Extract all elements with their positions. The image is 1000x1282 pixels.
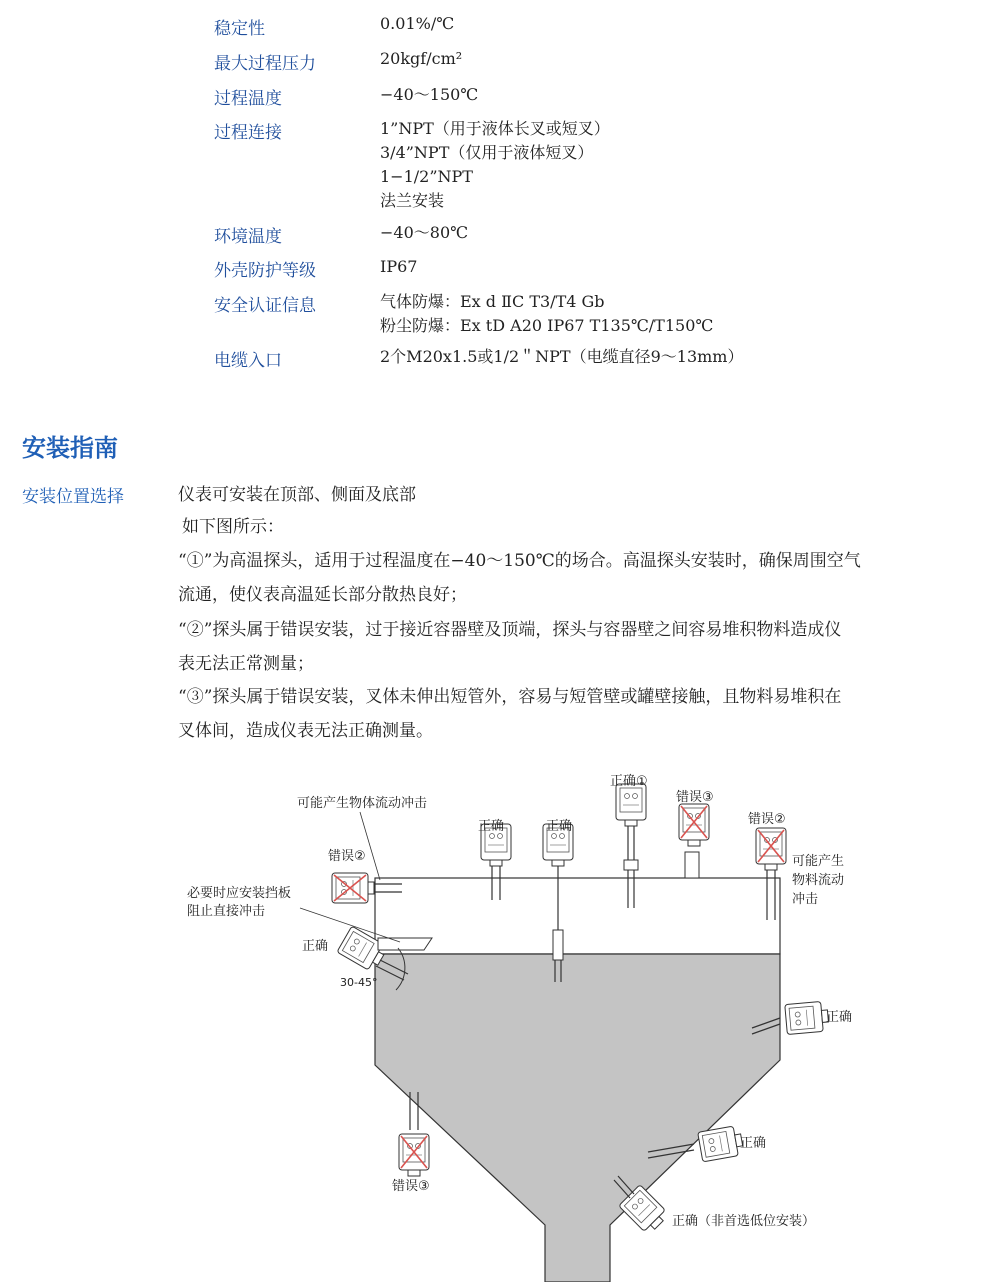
leader-impact (360, 812, 380, 880)
label-angle: 30-45° (340, 976, 378, 989)
body-line-6: 表无法正常测量； (178, 654, 314, 674)
spec-value-process-temp (380, 83, 478, 107)
label-correct-top1: 正确 (478, 819, 505, 834)
spec-label-certification: 安全认证信息 (214, 296, 316, 316)
body-line-8: 叉体间，造成仪表无法正确测量。 (178, 721, 433, 741)
tank-material (375, 954, 780, 1282)
body-line-7: “③”探头属于错误安装，叉体未伸出短管外，容易与短管壁或罐壁接触，且物料易堆积在 (178, 687, 842, 707)
spec-value-certification (380, 290, 713, 338)
spec-value-line: −40～80℃ (380, 223, 469, 242)
spec-label-ingress: 外壳防护等级 (214, 261, 316, 281)
sensor-wrong3-top (679, 804, 709, 878)
spec-label-ambient-temp: 环境温度 (214, 227, 282, 247)
sub-label: 安装位置选择 (22, 487, 124, 507)
body-line-1: 仪表可安装在顶部、侧面及底部 (178, 485, 416, 505)
body-line-2: 如下图所示： (182, 517, 284, 537)
section-title: 安装指南 (22, 434, 118, 462)
spec-value-cable-entry (380, 345, 743, 369)
spec-value-line: 粉尘防爆：Ex tD A20 IP67 T135℃/T150℃ (380, 316, 714, 335)
spec-value-line: 2个M20x1.5或1/2＂NPT（电缆直径9～13mm） (380, 347, 744, 366)
body-line-3: “①”为高温探头，适用于过程温度在−40～150℃的场合。高温探头安装时，确保周围空气 (178, 551, 861, 571)
label-correct-side: 正确 (302, 939, 329, 954)
label-material-2: 物料流动 (792, 873, 845, 888)
label-wrong2-left: 错误② (328, 849, 366, 864)
label-baffle-1: 必要时应安装挡板 (187, 886, 292, 901)
body-line-5: “②”探头属于错误安装，过于接近容器壁及顶端，探头与容器壁之间容易堆积物料造成仪 (178, 620, 842, 640)
label-correct-bottom: 正确（非首选低位安装） (672, 1214, 816, 1229)
label-correct-hightemp: 正确① (610, 774, 648, 789)
spec-value-max-pressure (380, 47, 462, 71)
spec-value-line: 20kgf/cm² (380, 49, 463, 68)
spec-value-line: 1”NPT（用于液体长叉或短叉） (380, 119, 610, 138)
spec-value-line: IP67 (380, 257, 418, 276)
spec-value-ambient-temp (380, 221, 468, 245)
label-material-3: 冲击 (792, 892, 819, 907)
spec-value-line: 1−1/2”NPT (380, 167, 473, 186)
spec-label-max-pressure: 最大过程压力 (214, 54, 316, 74)
spec-label-process-temp: 过程温度 (214, 89, 282, 109)
spec-value-line: 法兰安装 (380, 191, 445, 210)
spec-value-line: 0.01%/℃ (380, 14, 455, 33)
spec-value-process-connection (380, 117, 610, 213)
label-correct-top2: 正确 (546, 819, 573, 834)
label-wrong3-top: 错误③ (676, 790, 714, 805)
label-wrong3-bottom: 错误③ (392, 1179, 430, 1194)
installation-diagram (0, 760, 1000, 1282)
spec-value-stability (380, 12, 454, 36)
spec-value-line: −40～150℃ (380, 85, 479, 104)
label-material-1: 可能产生 (792, 854, 845, 869)
spec-value-line: 3/4”NPT（仅用于液体短叉） (380, 143, 594, 162)
label-baffle-2: 阻止直接冲击 (187, 904, 266, 919)
label-wrong2-right: 错误② (748, 812, 786, 827)
label-impact: 可能产生物体流动冲击 (297, 796, 428, 811)
label-correct-cone: 正确 (740, 1136, 767, 1151)
spec-label-process-connection: 过程连接 (214, 123, 282, 143)
spec-label-cable-entry: 电缆入口 (214, 351, 282, 371)
label-correct-right-wall: 正确 (826, 1010, 853, 1025)
spec-value-ingress (380, 255, 417, 279)
spec-value-line: 气体防爆：Ex d ⅡC T3/T4 Gb (380, 292, 605, 311)
body-line-4: 流通，使仪表高温延长部分散热良好； (178, 585, 467, 605)
tank-upper (375, 878, 780, 954)
baffle (378, 938, 432, 950)
spec-label-stability: 稳定性 (214, 19, 265, 39)
